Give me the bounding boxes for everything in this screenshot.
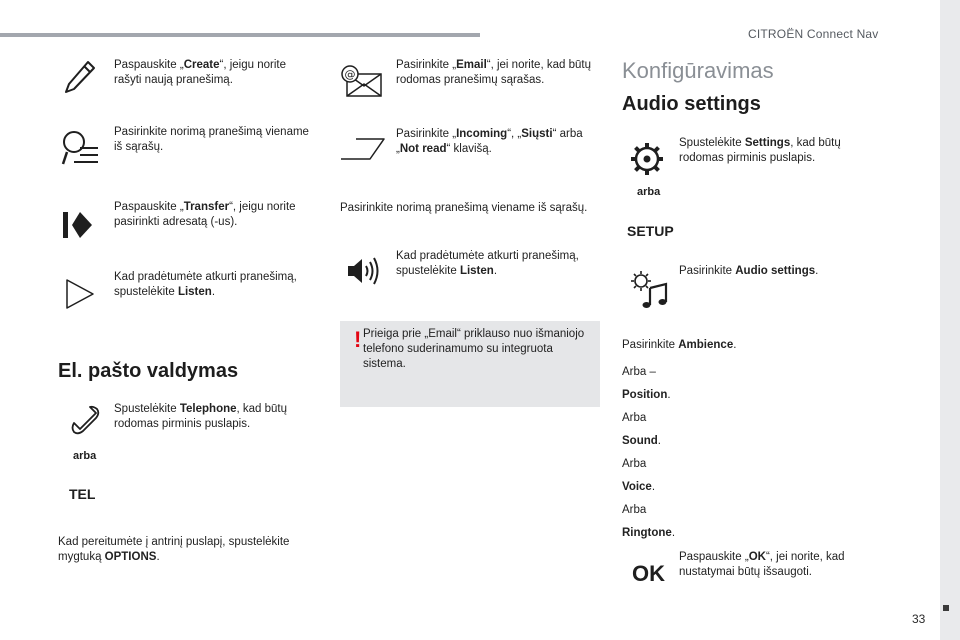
speaker-icon (346, 256, 382, 286)
telephone-instruction: Spustelėkite Telephone, kad būtų rodomas pirminis puslapis. (114, 403, 288, 430)
email-instruction: Pasirinkite „Email“, jei norite, kad būtų rodomas pranešimų sąrašas. (396, 59, 591, 86)
side-tab (940, 0, 960, 640)
voice-option: Voice. (622, 481, 656, 493)
phone-icon (70, 405, 100, 435)
audio-settings-icon (630, 270, 670, 310)
ambience-instruction: Pasirinkite Ambience. (622, 339, 737, 351)
warning-icon: ! (354, 327, 362, 352)
search-list-icon (60, 128, 102, 170)
pencil-icon (62, 58, 98, 96)
position-option: Position. (622, 389, 671, 401)
or-label: arba (73, 450, 97, 462)
list-tab-icon (340, 137, 386, 161)
options-instruction: Kad pereitumėte į antrinį puslapį, spustelėkite mygtuką OPTIONS. (58, 536, 290, 563)
email-icon (340, 64, 384, 100)
ringtone-option: Ringtone. (622, 527, 676, 539)
settings-instruction: Spustelėkite Settings, kad būtų rodomas pirminis puslapis. (679, 137, 841, 164)
setup-button-label: SETUP (627, 223, 674, 239)
tel-button-label: TEL (69, 486, 96, 502)
or-label-4: Arba (622, 504, 647, 516)
or-label-settings: arba (637, 186, 661, 198)
transfer-icon (62, 210, 94, 240)
section-heading-audio: Audio settings (622, 93, 761, 115)
top-rule (0, 33, 480, 37)
or-label-2: Arba (622, 412, 647, 424)
page-header: CITROËN Connect Nav (748, 27, 879, 41)
select-message-instruction: Pasirinkite norimą pranešimą viename iš sąrašų. (114, 126, 309, 153)
folder-instruction: Pasirinkite „Incoming“, „Siųsti“ arba „Not read“ klavišą. (396, 128, 583, 155)
transfer-instruction: Paspauskite „Transfer“, jeigu norite pasirinkti adresatą (-us). (114, 201, 296, 228)
select-list-instruction: Pasirinkite norimą pranešimą viename iš sąrašų. (340, 202, 588, 214)
ok-instruction: Paspauskite „OK“, jei norite, kad nustatymai būtų išsaugoti. (679, 551, 845, 578)
or-dash-label: Arba – (622, 366, 656, 378)
svg-text:@: @ (344, 68, 356, 81)
listen-instruction: Kad pradėtumėte atkurti pranešimą, spustelėkite Listen. (114, 271, 297, 298)
play-icon (64, 278, 96, 310)
note-text: Prieiga prie „Email“ priklauso nuo išmaniojo telefono suderinamumo su integruota sistema. (363, 328, 585, 370)
page-number: 33 (912, 612, 926, 626)
audio-settings-instruction: Pasirinkite Audio settings. (679, 265, 819, 277)
create-instruction: Paspauskite „Create“, jeigu norite rašyti naują pranešimą. (114, 59, 286, 86)
sound-option: Sound. (622, 435, 661, 447)
section-heading-email: El. pašto valdymas (58, 360, 239, 382)
section-title: Konfigūravimas (622, 58, 774, 83)
gear-icon (630, 142, 664, 176)
page-marker (943, 605, 949, 611)
listen-instruction-email: Kad pradėtumėte atkurti pranešimą, spustelėkite Listen. (396, 250, 579, 277)
ok-button-label: OK (632, 561, 665, 586)
or-label-3: Arba (622, 458, 647, 470)
